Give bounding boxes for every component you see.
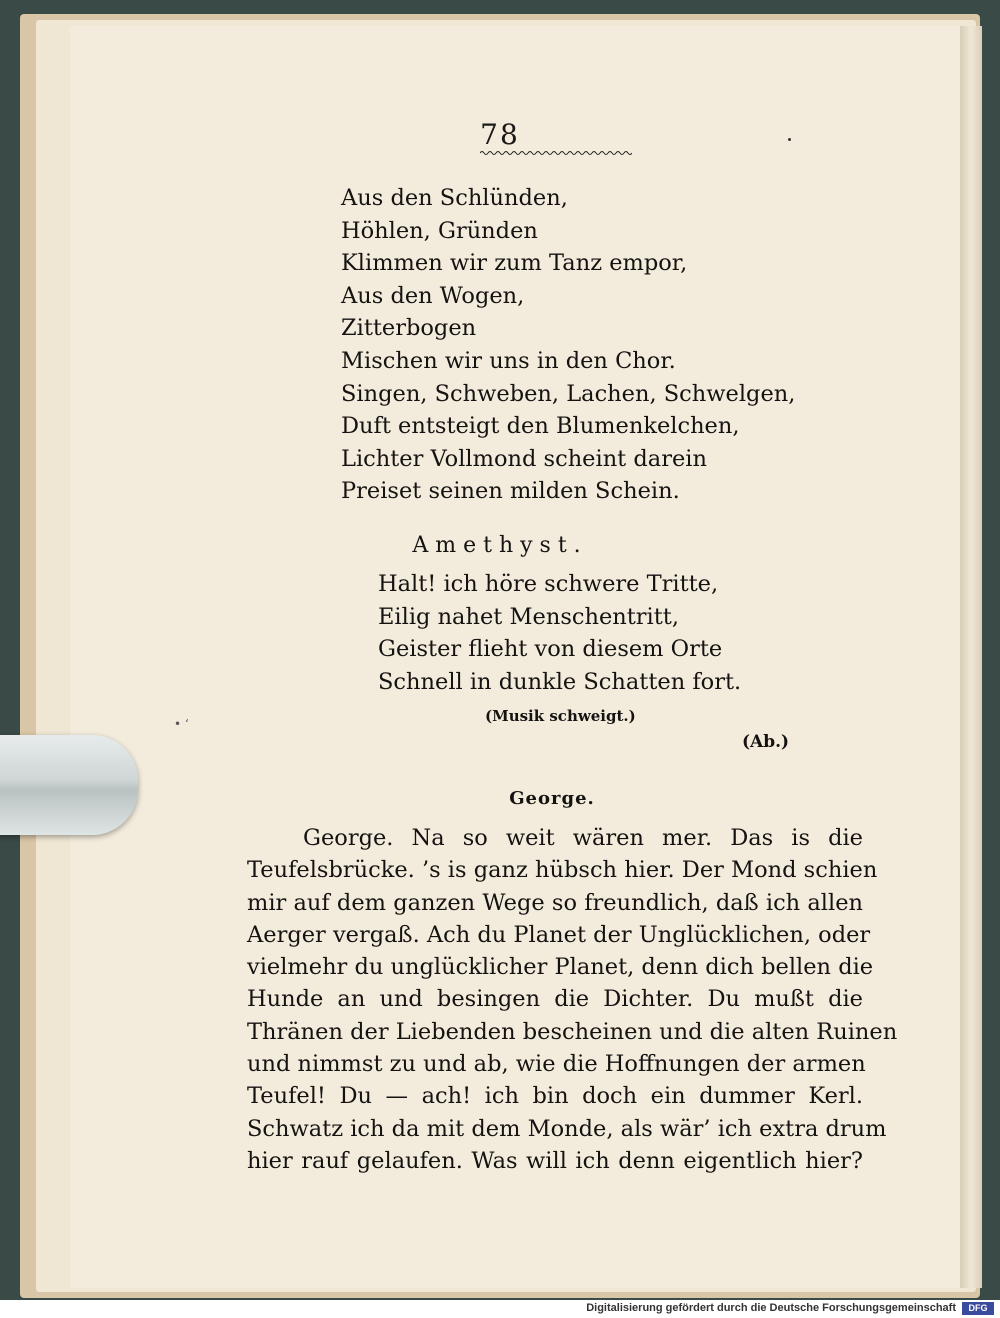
page-gutter	[960, 26, 982, 1288]
verse-block-amethyst	[378, 568, 741, 698]
verse-line: Mischen wir uns in den Chor.	[341, 347, 676, 374]
verse-line: Schnell in dunkle Schatten fort.	[378, 668, 742, 695]
stage-direction-exit: (Ab.)	[742, 732, 790, 752]
page-number-rule	[480, 150, 632, 156]
prose-line: Teufel! Du — ach! ich bin doch ein dummer Kerl.	[247, 1083, 863, 1110]
prose-line: Teufelsbrücke. ’s is ganz hübsch hier. Der Mond schien	[247, 857, 878, 884]
verse-line: Halt! ich höre schwere Tritte,	[378, 571, 719, 597]
prose-line: Hunde an und besingen die Dichter. Du mußt die	[247, 986, 863, 1013]
ink-speck: • ‘	[174, 717, 189, 731]
speaker-heading-amethyst: Amethyst.	[412, 533, 588, 558]
page-holder-clip	[0, 735, 138, 835]
verse-line: Aus den Wogen,	[341, 282, 525, 309]
stage-direction-music: (Musik schweigt.)	[485, 707, 636, 725]
verse-line: Lichter Vollmond scheint darein	[341, 445, 707, 472]
verse-line: Zitterbogen	[341, 315, 477, 342]
footer-credit: Digitalisierung gefördert durch die Deutsche Forschungsgemeinschaft	[586, 1302, 956, 1314]
prose-line: George. Na so weit wären mer. Das is die	[303, 825, 863, 851]
verse-line: Preiset seinen milden Schein.	[341, 478, 680, 505]
prose-line: mir auf dem ganzen Wege so freundlich, daß ich allen	[247, 889, 863, 916]
verse-line: Aus den Schlünden,	[341, 185, 568, 211]
prose-line: Schwatz ich da mit dem Monde, als wär’ ich extra drum	[247, 1115, 887, 1142]
prose-line: und nimmst zu und ab, wie die Hoffnungen der armen	[247, 1051, 866, 1078]
prose-line: vielmehr du unglücklicher Planet, denn dich bellen die	[247, 954, 874, 981]
verse-block-chorus	[341, 182, 795, 508]
prose-line: Thränen der Liebenden bescheinen und die alten Ruinen	[247, 1018, 898, 1045]
verse-line: Klimmen wir zum Tanz empor,	[341, 250, 688, 277]
verse-line: Höhlen, Gründen	[341, 217, 538, 244]
verse-line: Geister flieht von diesem Orte	[378, 636, 723, 663]
dfg-logo-icon: DFG	[962, 1302, 994, 1315]
ink-speck	[788, 138, 791, 141]
verse-line: Singen, Schweben, Lachen, Schwelgen,	[341, 380, 796, 407]
prose-line: Aerger vergaß. Ach du Planet der Unglücklichen, oder	[247, 921, 871, 948]
speaker-heading-george: George.	[509, 788, 595, 809]
page-number: 78	[480, 118, 520, 151]
verse-line: Duft entsteigt den Blumenkelchen,	[341, 413, 740, 440]
prose-paragraph-george	[247, 822, 898, 1177]
prose-line: hier rauf gelaufen. Was will ich denn eigentlich hier?	[247, 1147, 863, 1174]
verse-line: Eilig nahet Menschentritt,	[378, 603, 679, 630]
